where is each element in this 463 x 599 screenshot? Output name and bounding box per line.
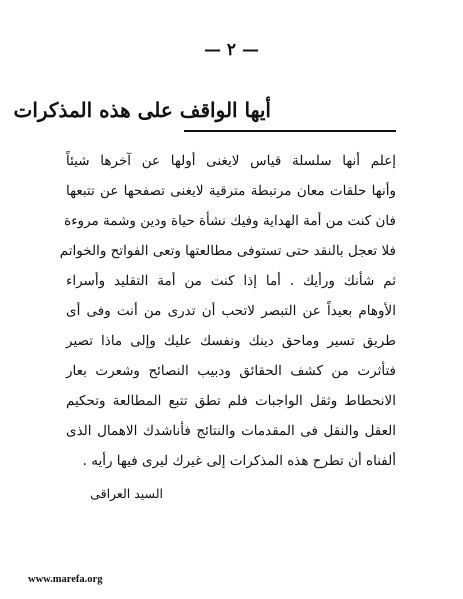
text-line: وأنها حلقات معان مرتبطة مترقية لايغنى تصفحها عن تتبعها bbox=[66, 183, 396, 199]
text-line: فتأثرت من كشف الحقائق ودبيب النصائح وشعرت بعار bbox=[66, 363, 396, 379]
text-line: الانحطاط وثقل الواجبات فلم تطق تتبع المطالعة وتحكيم bbox=[66, 393, 396, 409]
author-signature: السيد العراقى bbox=[90, 486, 163, 501]
heading-underline bbox=[184, 130, 396, 132]
text-line: فان كنت من أمة الهداية وفيك نشأة حياة ودين وشمة مروءة bbox=[64, 213, 396, 229]
page-number: — ٢ — bbox=[204, 40, 259, 60]
website-link[interactable]: www.marefa.org bbox=[28, 574, 103, 585]
body-text bbox=[59, 146, 396, 476]
text-line: العقل والنقل فى المقدمات والنتائج فأناشدك الاهمال الذى bbox=[66, 423, 396, 439]
text-line: طريق تسير وماحق دينك ونفسك عليك وإلى ماذا تصير bbox=[66, 333, 396, 349]
text-line: إعلم أنها سلسلة قياس لايغنى أولها عن آخرها شيئاً bbox=[66, 153, 396, 169]
text-line: فلا تعجل بالنقد حتى تستوفى مطالعتها وتعى الفواتح والخواتم bbox=[59, 243, 396, 259]
text-line: ثم شأنك ورأيك . أما إذا كنت من أمة التقليد وأسراء bbox=[66, 273, 396, 289]
text-line: ألفناه أن تطرح هذه المذكرات إلى غيرك ليرى فيها رأيه . bbox=[82, 453, 396, 469]
page-heading: أيها الواقف على هذه المذكرات bbox=[13, 98, 271, 122]
text-line: الأوهام بعيداً عن التبصر لاتحب أن تدرى من أنت وفى أى bbox=[66, 303, 396, 319]
